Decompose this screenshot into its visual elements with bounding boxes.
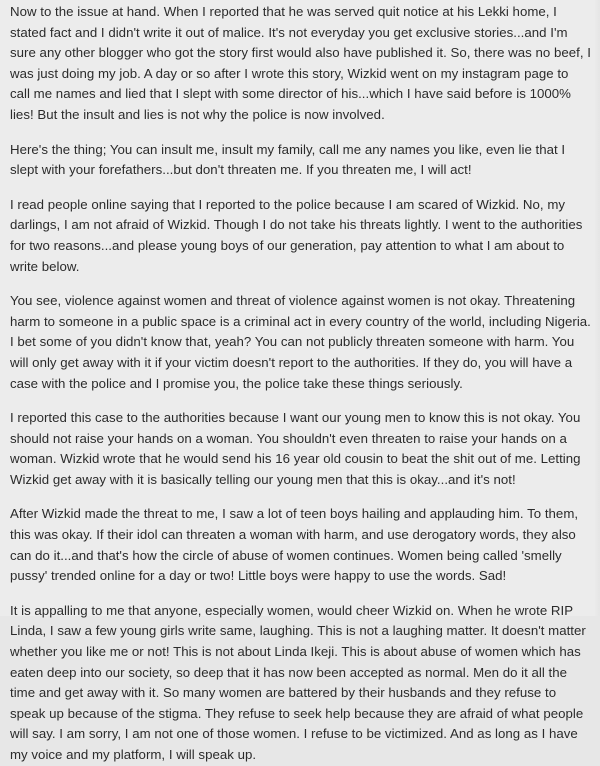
paragraph-4: You see, violence against women and threat of violence against women is not okay. Threatening harm to someone in a public space is a criminal act in every country of the world, including Nigeria. I bet some of you didn't know that, yeah? You can not publicly threaten someone with harm. You will only get away with it if your victim doesn't report to the authorities. If they do, you will have a case with the police and I promise you, the police take these things seriously.: [10, 293, 591, 391]
paragraph-2: Here's the thing; You can insult me, insult my family, call me any names you like, even lie that I slept with your forefathers...but don't threaten me. If you threaten me, I will act!: [10, 141, 566, 178]
paragraph-3: I read people online saying that I reported to the police because I am scared of Wizkid. No, my darlings, I am not afraid of Wizkid. Though I do not take his threats lightly. I went to the authorities for two reasons...and please young boys of our generation, pay attention to what I am about to write below.: [10, 196, 583, 274]
paragraph-5: I reported this case to the authorities because I want our young men to know this is not okay. You should not raise your hands on a woman. You shouldn't even threaten to raise your hands on a woman. Wizkid wrote that he would send his 16 year old cousin to beat the shit out of me. Letting Wizkid get away with it is basically telling our young men that this is okay...and it's not!: [10, 410, 581, 487]
paragraph-7: It is appalling to me that anyone, especially women, would cheer Wizkid on. When he wrote RIP Linda, I saw a few young girls write same, laughing. This is not a laughing matter. It doesn't matter whether you like me or not! This is not about Linda Ikeji. This is about abuse of women which has eaten deep into our society, so deep that it has now been accepted as normal. Men do it all the time and get away with it. So many women are battered by their husbands and they refuse to speak up because of the stigma. They refuse to seek help because they are afraid of what people will say. I am sorry, I am not one of those women. I refuse to be victimized. And as long as I have my voice and my platform, I will speak up.: [10, 602, 586, 762]
paragraph-1: Now to the issue at hand. When I reported that he was served quit notice at his Lekki home, I stated fact and I didn't write it out of malice. It's not everyday you get exclusive stories...and I'm sure any other blogger who got the story first would also have published it. So, there was no beef, I was just doing my job. A day or so after I wrote this story, Wizkid went on my instagram page to call me names and lied that I slept with some director of his...which I have said before is 1000% lies! But the insult and lies is not why the police is now involved.: [10, 4, 591, 122]
edge-shade: [594, 0, 600, 616]
article-body: [10, 2, 592, 766]
paragraph-6: After Wizkid made the threat to me, I saw a lot of teen boys hailing and applauding him. To them, this was okay. If their idol can threaten a woman with harm, and use derogatory words, they also can do it...and that's how the circle of abuse of women continues. Women being called 'smelly pussy' trended online for a day or two! Little boys were happy to use the words. Sad!: [10, 506, 579, 584]
